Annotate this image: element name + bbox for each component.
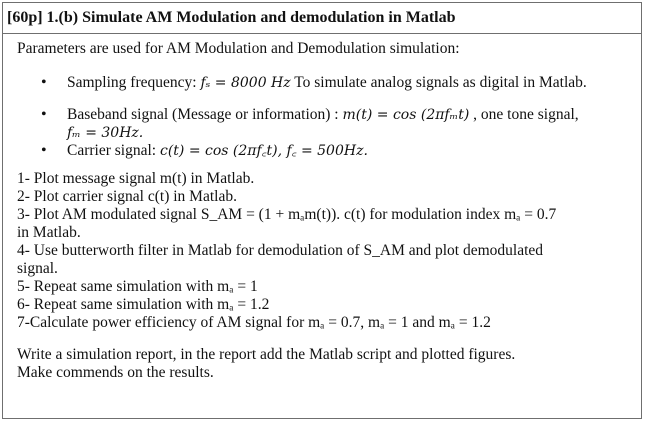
step-line: 1- Plot message signal m(t) in Matlab. <box>17 170 255 187</box>
bullet-baseband-tail: , one tone signal, <box>469 106 579 123</box>
parameter-list <box>17 74 641 160</box>
report-instructions <box>17 346 641 382</box>
step-line: 4- Use butterworth filter in Matlab for demodulation of S_AM and plot demodulated <box>17 242 544 259</box>
bullet-carrier-label: Carrier signal: <box>67 142 160 159</box>
step-line: 2- Plot carrier signal c(t) in Matlab. <box>17 188 237 205</box>
intro-text: Parameters are used for AM Modulation and Demodulation simulation: <box>17 40 460 57</box>
bullet-sampling-label: Sampling frequency: <box>67 74 201 91</box>
step-line: 7-Calculate power efficiency of AM signal for mₐ = 0.7, mₐ = 1 and mₐ = 1.2 <box>17 314 491 331</box>
step-line: 5- Repeat same simulation with mₐ = 1 <box>17 278 258 295</box>
report-line: Make commends on the results. <box>17 364 214 381</box>
question-body <box>3 34 641 382</box>
bullet-baseband-freq: fₘ = 30Hz. <box>67 125 144 141</box>
bullet-baseband <box>17 106 641 142</box>
step-line: signal. <box>17 260 58 277</box>
bullet-carrier-math: c(t) = cos (2πf꜀t), f꜀ = 500Hz. <box>159 143 368 159</box>
question-box <box>2 2 642 419</box>
report-line: Write a simulation report, in the report add the Matlab script and plotted figures. <box>17 346 516 363</box>
bullet-sampling-math: fₛ = 8000 Hz <box>200 75 291 91</box>
step-line: 3- Plot AM modulated signal S_AM = (1 + mₐm(t)). c(t) for modulation index mₐ = 0.7 <box>17 206 557 223</box>
bullet-baseband-label: Baseband signal (Message or information) : <box>67 106 343 123</box>
bullet-baseband-math: m(t) = cos (2πfₘt) <box>342 107 470 123</box>
bullet-sampling-tail: To simulate analog signals as digital in Matlab. <box>290 74 587 91</box>
question-title: [60p] 1.(b) Simulate AM Modulation and demodulation in Matlab <box>3 3 641 34</box>
task-steps <box>17 170 641 332</box>
step-line: in Matlab. <box>17 224 81 241</box>
step-line: 6- Repeat same simulation with mₐ = 1.2 <box>17 296 270 313</box>
bullet-carrier <box>17 142 641 160</box>
bullet-sampling <box>17 74 641 92</box>
